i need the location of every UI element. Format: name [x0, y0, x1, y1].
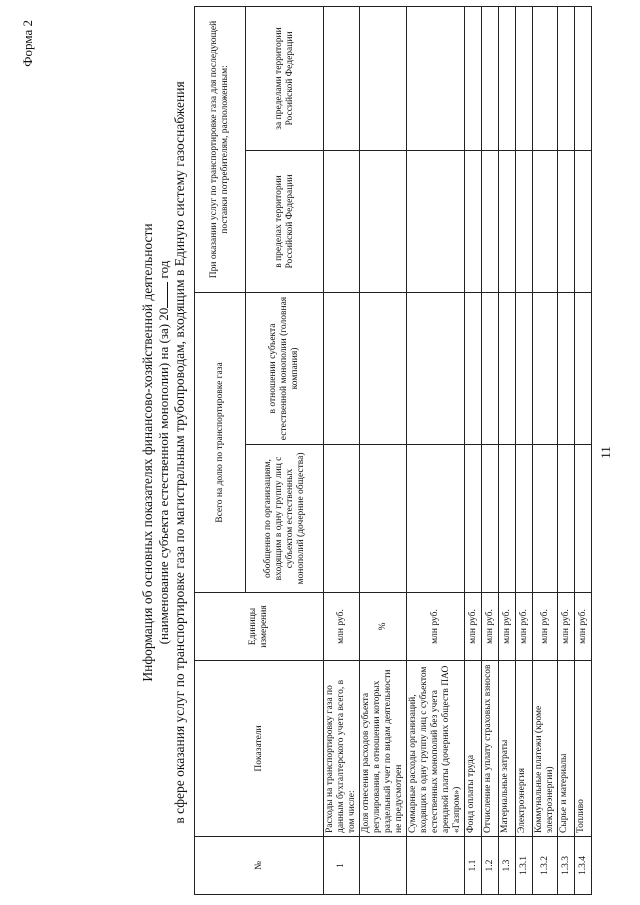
row-indicator: Сырье и материалы [558, 661, 575, 837]
value-total-parent[interactable] [324, 293, 360, 445]
document-subtitle [156, 0, 172, 905]
value-total-subsidiaries[interactable] [516, 445, 533, 593]
row-number [407, 837, 465, 895]
table-row [575, 6, 592, 894]
table-row [482, 6, 499, 894]
value-services-domestic[interactable] [516, 151, 533, 293]
value-total-subsidiaries[interactable] [465, 445, 482, 593]
value-services-domestic[interactable] [465, 151, 482, 293]
value-total-subsidiaries[interactable] [499, 445, 516, 593]
indicators-table [194, 6, 592, 895]
value-services-domestic[interactable] [360, 151, 407, 293]
row-indicator: Топливо [575, 661, 592, 837]
value-services-domestic[interactable] [533, 151, 558, 293]
value-services-foreign[interactable] [360, 6, 407, 150]
value-total-parent[interactable] [558, 293, 575, 445]
header-services-domestic: в пределах территории Российской Федерации [246, 151, 324, 293]
value-total-subsidiaries[interactable] [575, 445, 592, 593]
row-indicator: Отчисление на уплату страховых взносов [482, 661, 499, 837]
form-label: Форма 2 [20, 20, 35, 67]
value-services-domestic[interactable] [575, 151, 592, 293]
value-total-parent[interactable] [482, 293, 499, 445]
row-unit: млн руб. [499, 593, 516, 661]
value-total-subsidiaries[interactable] [360, 445, 407, 593]
row-number: 1 [324, 837, 360, 895]
table-row [533, 6, 558, 894]
header-indicators: Показатели [195, 661, 324, 837]
row-indicator: Материальные затраты [499, 661, 516, 837]
row-indicator: Электроэнергия [516, 661, 533, 837]
value-services-domestic[interactable] [407, 151, 465, 293]
row-indicator: Фонд оплаты труда [465, 661, 482, 837]
indicators-table-wrap [194, 7, 592, 895]
value-total-parent[interactable] [516, 293, 533, 445]
row-unit: млн руб. [407, 593, 465, 661]
value-total-parent[interactable] [499, 293, 516, 445]
year-blank[interactable] [156, 282, 168, 308]
table-row [360, 6, 407, 894]
value-total-subsidiaries[interactable] [533, 445, 558, 593]
subtitle-text: (наименование субъекта естественной монополии) на (за) 20 [156, 307, 171, 645]
table-row [324, 6, 360, 894]
row-number: 1.3 [499, 837, 516, 895]
value-total-subsidiaries[interactable] [407, 445, 465, 593]
row-unit: млн руб. [324, 593, 360, 661]
page-number: 11 [598, 446, 613, 459]
value-total-subsidiaries[interactable] [482, 445, 499, 593]
value-services-domestic[interactable] [558, 151, 575, 293]
row-number: 1.3.4 [575, 837, 592, 895]
document-title: Информация об основных показателях финансово-хозяйственной деятельности [140, 223, 155, 682]
value-total-parent[interactable] [533, 293, 558, 445]
row-number [360, 837, 407, 895]
table-row [558, 6, 575, 894]
row-unit: млн руб. [465, 593, 482, 661]
header-services-group: При оказании услуг по транспортировке газа для последующей поставки потребителям, расположенным: [195, 6, 246, 292]
header-num: № [195, 837, 324, 895]
subtitle-year-word: год [156, 260, 171, 279]
value-services-foreign[interactable] [533, 6, 558, 150]
value-services-domestic[interactable] [324, 151, 360, 293]
table-row [407, 6, 465, 894]
value-services-domestic[interactable] [499, 151, 516, 293]
row-unit: % [360, 593, 407, 661]
row-indicator: Доля отнесения расходов субъекта регулирования, в отношении которых раздельный учет по видам деятельности не предусмотрен [360, 661, 407, 837]
value-services-foreign[interactable] [575, 6, 592, 150]
row-unit: млн руб. [516, 593, 533, 661]
value-services-foreign[interactable] [482, 6, 499, 150]
value-total-subsidiaries[interactable] [558, 445, 575, 593]
row-indicator: Коммунальные платежи (кроме электроэнергии) [533, 661, 558, 837]
header-total-group: Всего на долю по транспортировке газа [195, 293, 246, 593]
header-units: Единицы измерения [195, 593, 324, 661]
row-indicator: Расходы на транспортировку газа по данным бухгалтерского учета всего, в том числе: [324, 661, 360, 837]
row-unit: млн руб. [482, 593, 499, 661]
value-services-foreign[interactable] [499, 6, 516, 150]
row-number: 1.2 [482, 837, 499, 895]
value-services-foreign[interactable] [558, 6, 575, 150]
value-services-domestic[interactable] [482, 151, 499, 293]
table-row [516, 6, 533, 894]
row-indicator: Суммарные расходы организаций, входящих в одну группу лиц с субъектом естественных монополий без учета арендной платы (дочерних обществ ПАО «Газпром») [407, 661, 465, 837]
header-total-subsidiaries: обобщенно по организациям, входящим в одну группу лиц с субъектом естественных монополий (дочерние общества) [246, 445, 324, 593]
row-unit: млн руб. [533, 593, 558, 661]
value-services-foreign[interactable] [407, 6, 465, 150]
row-unit: млн руб. [558, 593, 575, 661]
value-services-foreign[interactable] [465, 6, 482, 150]
value-total-parent[interactable] [575, 293, 592, 445]
row-number: 1.3.3 [558, 837, 575, 895]
row-number: 1.3.2 [533, 837, 558, 895]
header-total-parent: в отношении субъекта естественной монополии (головная компания) [246, 293, 324, 445]
value-total-parent[interactable] [360, 293, 407, 445]
row-number: 1.1 [465, 837, 482, 895]
value-total-parent[interactable] [407, 293, 465, 445]
header-services-foreign: за пределами территории Российской Федерации [246, 6, 324, 150]
table-row [465, 6, 482, 894]
table-row [499, 6, 516, 894]
document-scope-line: в сфере оказания услуг по транспортировке газа по магистральным трубопроводам, входящим в Единую систему газоснабжения [172, 81, 187, 824]
row-number: 1.3.1 [516, 837, 533, 895]
value-services-foreign[interactable] [516, 6, 533, 150]
row-unit: млн руб. [575, 593, 592, 661]
indicators-table-body [324, 6, 592, 894]
value-total-subsidiaries[interactable] [324, 445, 360, 593]
value-total-parent[interactable] [465, 293, 482, 445]
value-services-foreign[interactable] [324, 6, 360, 150]
